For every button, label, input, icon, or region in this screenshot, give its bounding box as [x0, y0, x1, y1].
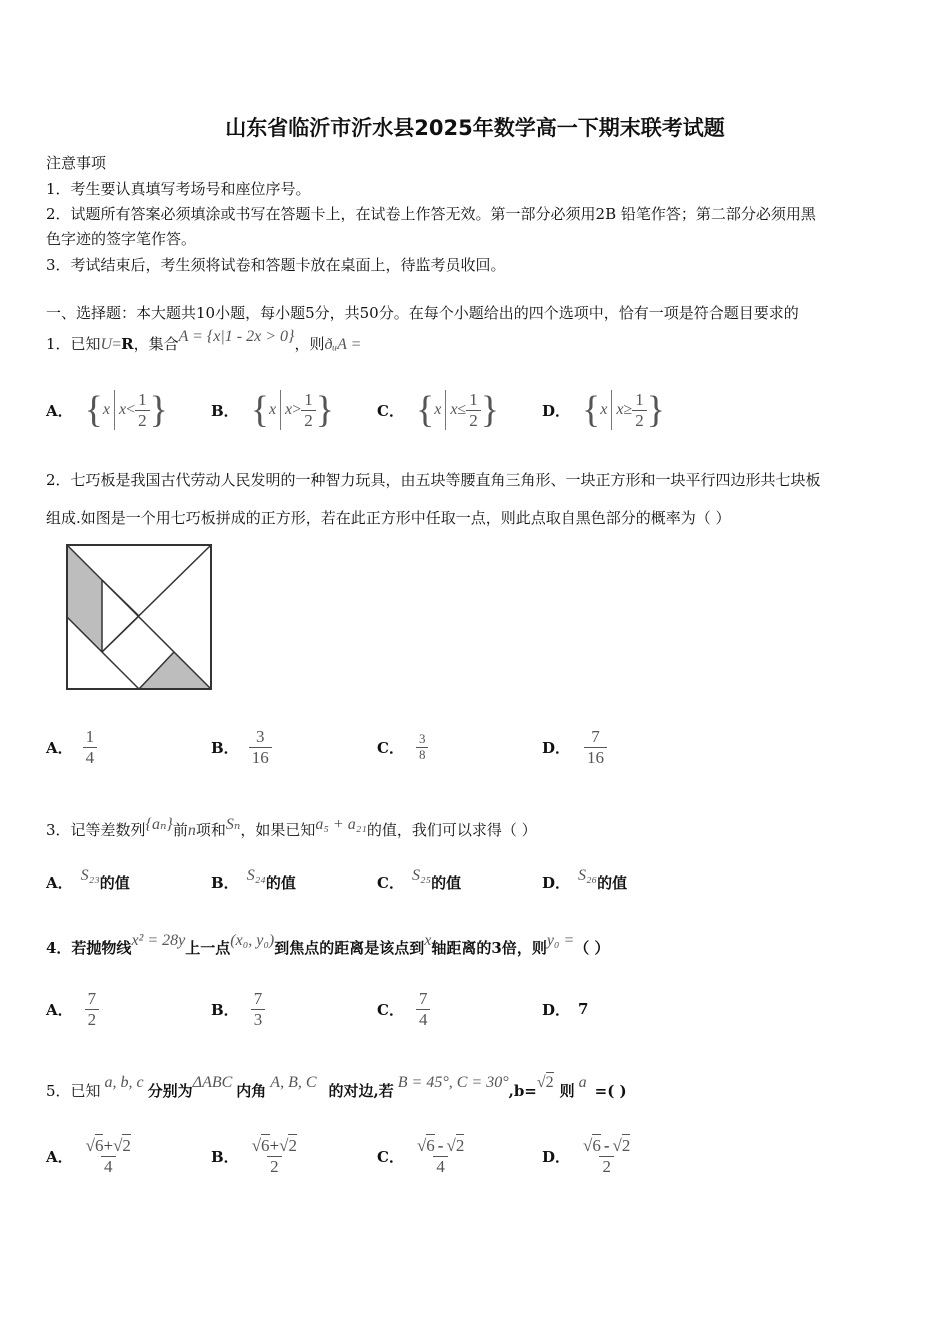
- q4-a-den: 2: [85, 1009, 100, 1030]
- q4-b-den: 3: [251, 1009, 266, 1030]
- q1-c-den: 2: [466, 410, 481, 431]
- q5-option-a[interactable]: A． $\frac{√6+√2}{4}$: [46, 1135, 131, 1176]
- q1-a-var: x: [102, 401, 110, 418]
- q1-a-num: 1: [138, 389, 147, 409]
- q4-option-b[interactable]: [211, 984, 265, 1034]
- q1-option-a-label: A．: [46, 401, 73, 420]
- q1-option-b-label: B．: [211, 401, 239, 420]
- q3-front: 前: [172, 821, 188, 839]
- q5-eq: =( ): [594, 1082, 627, 1100]
- q5-option-b[interactable]: B． $\frac{√6+√2}{2}$: [211, 1135, 297, 1176]
- q4-a-label: A．: [46, 1000, 73, 1019]
- q4-mid3: 轴距离的3倍，则: [431, 939, 547, 957]
- q1-d-den: 2: [632, 410, 647, 431]
- q4-option-d[interactable]: [542, 984, 588, 1034]
- q5-mid1: 分别为: [147, 1082, 193, 1100]
- q4-paren: （ ）: [574, 939, 610, 957]
- q5-b: ,b=: [508, 1082, 537, 1100]
- tangram-figure: [64, 542, 214, 692]
- q5-prefix: 5．已知: [46, 1082, 101, 1100]
- q3-sn: Sₙ: [225, 816, 241, 833]
- question-2-line1: 2．七巧板是我国古代劳动人民发明的一种智力玩具，由五块等腰直角三角形、一块正方形和一块平行四边形共七块板: [46, 471, 821, 489]
- q3-b-suffix: 的值: [265, 874, 296, 892]
- q5-d-s2: 2: [621, 1135, 631, 1155]
- q1-option-a[interactable]: A． { x x < $\frac{1}{2}$ }: [46, 389, 168, 431]
- q4-point: (x₀, y₀): [230, 932, 275, 949]
- q4-y0: y₀ =: [546, 932, 575, 949]
- q1-option-d-label: D．: [542, 401, 571, 420]
- q4-d-label: D．: [542, 1000, 571, 1019]
- q3-seq: {aₙ}: [145, 816, 173, 833]
- q1-option-d[interactable]: D． { x x ≥ $\frac{1}{2}$ }: [542, 389, 666, 431]
- q5-d-label: D．: [542, 1147, 571, 1166]
- q3-a-suffix: 的值: [99, 874, 130, 892]
- q3-a-s: S₂₃: [80, 867, 100, 884]
- q3-a-label: A．: [46, 874, 73, 892]
- q1-c-var2: x: [450, 401, 458, 418]
- q1-prefix: 1．已知: [46, 335, 101, 353]
- tangram-shaded-triangle: [139, 652, 211, 689]
- question-4: [46, 932, 610, 958]
- q4-mid2: 到焦点的距离是该点到: [274, 939, 425, 957]
- q1-eq: =: [112, 336, 122, 353]
- q3-c-s: S₂₅: [411, 867, 432, 884]
- q2-option-a-label: A．: [46, 738, 73, 757]
- q3-d-s: S₂₆: [578, 867, 598, 884]
- section-heading: 一、选择题：本大题共10小题，每小题5分，共50分。在每个小题给出的四个选项中，恰有一项是符合题目要求的: [46, 304, 799, 322]
- q2-option-a[interactable]: [46, 722, 97, 772]
- q5-abc: a, b, c: [104, 1074, 144, 1091]
- q5-mid3: 的对边,若: [328, 1082, 394, 1100]
- q1-d-var2: x: [616, 401, 624, 418]
- q2-option-b-label: B．: [211, 738, 239, 757]
- q5-a: a: [578, 1074, 587, 1091]
- question-3: [46, 816, 537, 840]
- question-5: 5．已知 a, b, c 分别为ΔABC 内角 A, B, C 的对边,若 B = 45°, C = 30°,b=√2 则 a =( ): [46, 1074, 627, 1100]
- q4-mid1: 上一点: [185, 939, 231, 957]
- q3-option-d[interactable]: [542, 867, 628, 893]
- notice-item-2-cont: 色字迹的签字笔作答。: [46, 230, 197, 248]
- q5-a-s2: 2: [122, 1135, 131, 1155]
- q2-d-den: 16: [584, 747, 607, 768]
- q4-x: x: [424, 932, 432, 949]
- q5-condition: B = 45°, C = 30°: [397, 1074, 509, 1091]
- q1-d-rel: ≥: [623, 401, 633, 418]
- q1-c-num: 1: [469, 389, 478, 409]
- q2-b-den: 16: [249, 747, 272, 768]
- q1-a-rel: <: [126, 401, 136, 418]
- q1-d-var: x: [600, 401, 608, 418]
- q1-u: U: [100, 336, 113, 353]
- q1-a-var2: x: [119, 401, 127, 418]
- q5-b-op: +: [269, 1135, 280, 1155]
- q4-option-a[interactable]: [46, 984, 99, 1034]
- q3-b-s: S₂₄: [246, 867, 266, 884]
- q2-a-num: 1: [85, 726, 95, 746]
- q2-option-b[interactable]: [211, 722, 272, 772]
- q3-d-label: D．: [542, 874, 571, 892]
- q5-b-den: 2: [267, 1156, 282, 1177]
- q5-d-den: 2: [599, 1156, 614, 1177]
- q5-a-label: A．: [46, 1147, 73, 1166]
- q5-c-s6: 6: [426, 1135, 435, 1155]
- notice-item-3: 3．考试结束后，考生须将试卷和答题卡放在桌面上，待监考员收回。: [46, 256, 506, 274]
- q5-c-label: C．: [377, 1147, 404, 1166]
- q5-a-den: 4: [101, 1156, 116, 1177]
- q5-d-s6: 6: [592, 1135, 601, 1155]
- q5-triangle: ΔABC: [192, 1074, 233, 1091]
- q3-d-suffix: 的值: [597, 874, 628, 892]
- q3-prefix: 3．记等差数列: [46, 821, 146, 839]
- q4-b-num: 7: [253, 988, 263, 1008]
- q5-then: 则: [559, 1082, 575, 1100]
- q5-a-op: +: [103, 1135, 114, 1155]
- q3-n: n: [187, 822, 196, 839]
- q2-b-num: 3: [255, 726, 265, 746]
- q2-d-num: 7: [591, 726, 600, 746]
- q5-option-c[interactable]: C． $\frac{√6 - √2}{4}$: [377, 1135, 465, 1176]
- q1-complement: ðᵤA =: [324, 336, 362, 353]
- q1-a-den: 2: [135, 410, 150, 431]
- q5-sqrt2: 2: [545, 1074, 554, 1091]
- q1-b-den: 2: [301, 410, 316, 431]
- q5-option-d[interactable]: D． $\frac{√6 - √2}{2}$: [542, 1135, 631, 1176]
- q5-c-den: 4: [433, 1156, 448, 1177]
- q4-b-label: B．: [211, 1000, 239, 1019]
- q5-b-s2: 2: [288, 1135, 297, 1155]
- q1-b-rel: >: [292, 401, 302, 418]
- q1-set: A = {x|1 - 2x > 0}: [178, 328, 295, 345]
- question-1: [46, 328, 362, 354]
- q2-c-num: 3: [418, 730, 426, 746]
- q5-mid2: 内角: [236, 1082, 267, 1100]
- q3-option-c[interactable]: [377, 867, 462, 893]
- q2-option-c[interactable]: [377, 722, 428, 772]
- q2-c-den: 8: [416, 747, 429, 763]
- q5-c-s2: 2: [455, 1135, 465, 1155]
- q1-mid: ，集合: [133, 335, 179, 353]
- q3-option-b[interactable]: [211, 867, 296, 893]
- q3-known: ，如果已知: [240, 821, 316, 839]
- q4-c-label: C．: [377, 1000, 404, 1019]
- notice-item-1: 1．考生要认真填写考场号和座位序号。: [46, 180, 311, 198]
- q2-a-den: 4: [83, 747, 98, 768]
- q3-b-label: B．: [211, 874, 239, 892]
- q3-option-a[interactable]: [46, 867, 130, 893]
- q1-b-var: x: [268, 401, 277, 418]
- q4-d-value: 7: [578, 1000, 589, 1018]
- tangram-shaded-parallelogram: [67, 545, 102, 652]
- q3-rest: 的值，我们可以求得（ ）: [366, 821, 537, 839]
- q1-c-var: x: [434, 401, 442, 418]
- q5-d-op: -: [603, 1135, 610, 1155]
- q3-c-label: C．: [377, 874, 404, 892]
- q1-d-num: 1: [635, 389, 644, 409]
- q5-angles: A, B, C: [270, 1074, 317, 1091]
- q1-then: ，则: [294, 335, 325, 353]
- question-2-line2: 组成.如图是一个用七巧板拼成的正方形，若在此正方形中任取一点，则此点取自黑色部分的概率为（ ）: [46, 509, 731, 527]
- q1-b-var2: x: [285, 401, 293, 418]
- notice-item-2: 2．试题所有答案必须填涂或书写在答题卡上，在试卷上作答无效。第一部分必须用2B 铅笔作答；第二部分必须用黑: [46, 205, 816, 223]
- q5-c-op: -: [437, 1135, 444, 1155]
- q1-option-c[interactable]: C． { x x ≤ $\frac{1}{2}$ }: [377, 389, 499, 431]
- q4-option-c[interactable]: [377, 984, 430, 1034]
- notice-heading: 注意事项: [46, 154, 107, 172]
- q4-prefix: 4．若抛物线: [46, 939, 132, 957]
- page-title: 山东省临沂市沂水县2025年数学高一下期末联考试题: [225, 116, 725, 140]
- q3-terms: 项和: [195, 821, 226, 839]
- q2-option-d[interactable]: [542, 722, 607, 772]
- q1-c-rel: ≤: [457, 401, 467, 418]
- q2-option-c-label: C．: [377, 738, 404, 757]
- q1-option-c-label: C．: [377, 401, 404, 420]
- q1-option-b[interactable]: B． { x x > $\frac{1}{2}$ }: [211, 389, 334, 431]
- q4-a-num: 7: [87, 988, 97, 1008]
- q4-c-num: 7: [418, 988, 428, 1008]
- q3-c-suffix: 的值: [431, 874, 462, 892]
- q2-option-d-label: D．: [542, 738, 571, 757]
- q5-b-label: B．: [211, 1147, 239, 1166]
- q5-b-s6: 6: [261, 1135, 270, 1155]
- q3-expr: a₅ + a₂₁: [315, 816, 367, 833]
- q4-eq: x² = 28y: [131, 932, 186, 949]
- q4-c-den: 4: [416, 1009, 431, 1030]
- q5-a-s6: 6: [94, 1135, 104, 1155]
- q1-b-num: 1: [304, 389, 313, 409]
- q1-r: R: [121, 335, 134, 353]
